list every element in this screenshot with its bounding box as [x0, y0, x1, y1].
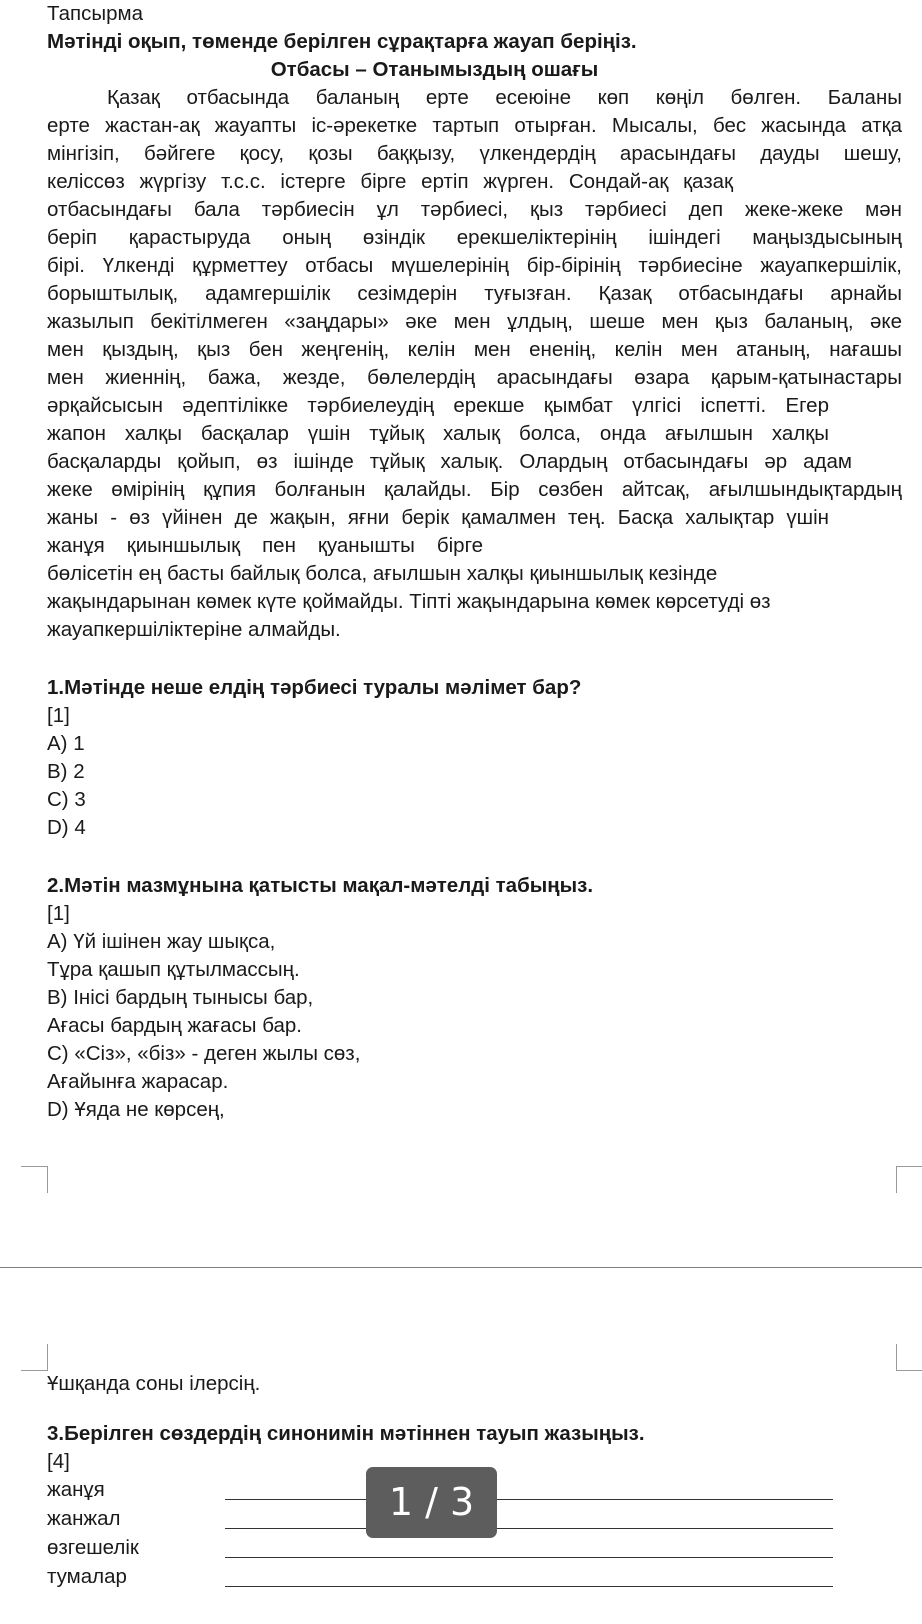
question-2-text: 2.Мәтін мазмұнына қатысты мақал-мәтелді табыңыз. [47, 874, 594, 897]
answer-option-line: Ағайынға жарасар. [47, 1070, 229, 1093]
answer-option: С) 3 [47, 788, 86, 811]
passage-line: Қазақ отбасында баланың ерте есеюіне көп көңіл бөлген. Баланы [107, 86, 902, 109]
passage-line: жаны - өз үйінен де жақын, яғни берік қамалмен тең. Басқа халықтар үшін [47, 506, 829, 529]
passage-line: бірі. Үлкенді құрметтеу отбасы мүшелерінің бір-бірінің тәрбиесіне жауапкершілік, [47, 254, 902, 277]
page-indicator: 1 / 3 [366, 1467, 497, 1538]
passage-line: келіссөз жүргізу т.с.с. істерге бірге ертіп жүрген. Сондай-ақ қазақ [47, 170, 733, 193]
passage-line: жақындарынан көмек күте қоймайды. Тіпті жақындарына көмек көрсетуді өз [47, 590, 771, 613]
question-1-text: 1.Мәтінде неше елдің тәрбиесі туралы мәлімет бар? [47, 676, 582, 699]
passage-line: жапон халқы басқалар үшін тұйық халық болса, онда ағылшын халқы [47, 422, 829, 445]
answer-option-line: Ағасы бардың жағасы бар. [47, 1014, 302, 1037]
passage-line: жанұя қиыншылық пен қуанышты бірге [47, 534, 483, 557]
answer-blank-line [225, 1499, 833, 1500]
passage-line: борыштылық, адамгершілік сезімдерін туғызған. Қазақ отбасындағы арнайы [47, 282, 902, 305]
answer-option-line: Ұшқанда соны ілерсің. [47, 1372, 261, 1395]
question-1 [47, 674, 902, 842]
instruction: Мәтінді оқып, төменде берілген сұрақтарға жауап беріңіз. [47, 30, 637, 53]
reading-passage [47, 84, 902, 644]
passage-line: бөлісетін ең басты байлық болса, ағылшын халқы қиыншылық кезінде [47, 562, 718, 585]
passage-line: мен қыздың, қыз бен жеңгенің, келін мен ененің, келін мен атаның, нағашы [47, 338, 902, 361]
synonym-row [47, 1563, 902, 1592]
answer-option-line: А) Үй ішінен жау шықса, [47, 930, 276, 953]
passage-line: жауапкершіліктеріне алмайды. [47, 618, 341, 641]
answer-option: В) 2 [47, 760, 85, 783]
synonym-word: жанжал [47, 1507, 121, 1530]
text-title: Отбасы – Отанымыздың ошағы [270, 58, 599, 81]
question-3-text: 3.Берілген сөздердің синонимін мәтіннен тауып жазыңыз. [47, 1422, 645, 1445]
answer-option-line: В) Інісі бардың тынысы бар, [47, 986, 314, 1009]
answer-option-line: Тұра қашып құтылмассың. [47, 958, 300, 981]
question-1-points: [1] [47, 704, 70, 727]
page-corner-mark [896, 1166, 922, 1193]
passage-line: беріп қарастыруда оның өзіндік ерекшеліктерінің ішіндегі маңыздысының [47, 226, 902, 249]
answer-blank-line [225, 1528, 833, 1529]
synonym-word: жанұя [47, 1478, 105, 1501]
answer-option: D) 4 [47, 816, 86, 839]
page-corner-mark [21, 1166, 48, 1193]
task-label: Тапсырма [47, 2, 143, 25]
page-corner-mark [896, 1344, 922, 1371]
passage-line: мен жиеннің, бажа, жезде, бөлелердің арасындағы өзара қарым-қатынастары [47, 366, 902, 389]
synonym-word: өзгешелік [47, 1536, 139, 1559]
answer-option: А) 1 [47, 732, 85, 755]
passage-line: жеке өмірінің құпия болғанын қалайды. Бір сөзбен айтсақ, ағылшындықтардың [47, 478, 902, 501]
document-top-section [47, 0, 902, 1124]
question-2 [47, 872, 902, 1124]
synonym-word: тумалар [47, 1565, 127, 1588]
passage-line: әрқайсысын әдептілікке тәрбиелеудің ерекше қымбат үлгісі іспетті. Егер [47, 394, 829, 417]
question-2-points: [1] [47, 902, 70, 925]
passage-line: отбасындағы бала тәрбиесін ұл тәрбиесі, қыз тәрбиесі деп жеке-жеке мән [47, 198, 902, 221]
page-separator [0, 1267, 922, 1268]
answer-option-line: С) «Сіз», «біз» - деген жылы сөз, [47, 1042, 361, 1065]
answer-blank-line [225, 1586, 833, 1587]
passage-line: ерте жастан-ақ жауапты іс-әрекетке тартып отырған. Мысалы, бес жасында атқа [47, 114, 902, 137]
answer-option-line: D) Ұяда не көрсең, [47, 1098, 225, 1121]
synonym-row [47, 1534, 902, 1563]
question-3-points: [4] [47, 1450, 70, 1473]
page-corner-mark [21, 1344, 48, 1371]
passage-line: басқаларды қойып, өз ішінде тұйық халық. Олардың отбасындағы әр адам [47, 450, 852, 473]
answer-blank-line [225, 1557, 833, 1558]
passage-line: жазылып бекітілмеген «заңдары» әке мен ұлдың, шеше мен қыз баланың, әке [47, 310, 902, 333]
passage-line: мінгізіп, бәйгеге қосу, қозы баққызу, үлкендердің арасындағы дауды шешу, [47, 142, 902, 165]
